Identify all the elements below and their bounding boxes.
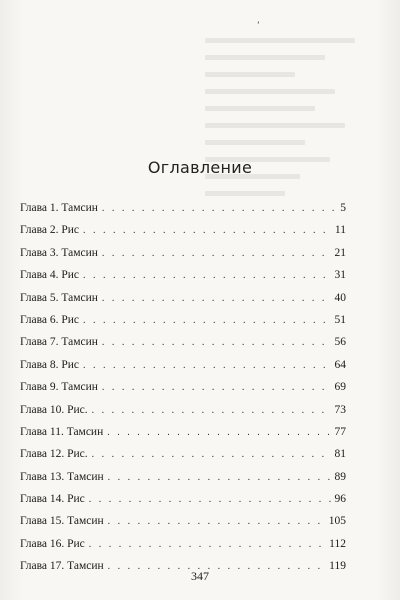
dot-leader: [83, 224, 332, 238]
dot-leader: [83, 314, 331, 328]
toc-entry: [20, 201, 346, 223]
chapter-page-number: 81: [334, 448, 346, 461]
chapter-title: Глава 14. Рис: [20, 493, 85, 506]
dot-leader: [102, 202, 337, 216]
chapter-title: Глава 17. Тамсин: [20, 560, 104, 573]
toc-entry: [20, 537, 346, 559]
chapter-page-number: 73: [334, 403, 346, 416]
chapter-page-number: 56: [334, 336, 346, 349]
chapter-title: Глава 2. Рис: [20, 224, 80, 237]
dot-leader: [107, 426, 331, 440]
chapter-page-number: 89: [334, 470, 346, 483]
chapter-page-number: 64: [334, 358, 346, 371]
toc-entry: [20, 447, 346, 469]
toc-entry: [20, 403, 346, 425]
chapter-title: Глава 9. Тамсин: [20, 381, 98, 394]
dot-leader: [92, 404, 332, 418]
chapter-title: Глава 3. Тамсин: [20, 246, 98, 259]
print-mark: ʻ: [257, 21, 260, 31]
chapter-page-number: 11: [334, 224, 346, 237]
chapter-page-number: 21: [334, 246, 346, 259]
toc-entry: [20, 335, 346, 357]
chapter-page-number: 77: [334, 425, 346, 438]
chapter-page-number: 51: [334, 313, 346, 326]
dot-leader: [102, 381, 332, 395]
toc-entry: [20, 425, 346, 447]
toc-entry: [20, 380, 346, 402]
dot-leader: [108, 515, 326, 529]
page-number: 347: [191, 569, 209, 583]
toc-entry: [20, 268, 346, 290]
chapter-page-number: 31: [334, 269, 346, 282]
dot-leader: [102, 336, 332, 350]
chapter-page-number: 40: [334, 291, 346, 304]
chapter-title: Глава 4. Рис: [20, 269, 80, 282]
chapter-page-number: 112: [329, 537, 346, 550]
chapter-title: Глава 6. Рис: [20, 313, 80, 326]
dot-leader: [89, 493, 332, 507]
dot-leader: [83, 359, 331, 373]
chapter-title: Глава 8. Рис: [20, 358, 80, 371]
chapter-title: Глава 13. Тамсин: [20, 470, 104, 483]
chapter-title: Глава 7. Тамсин: [20, 336, 98, 349]
chapter-page-number: 119: [329, 560, 346, 573]
toc-entry: [20, 358, 346, 380]
dot-leader: [83, 269, 331, 283]
toc-entry: [20, 514, 346, 536]
dot-leader: [89, 538, 326, 552]
chapter-title: Глава 11. Тамсин: [20, 425, 104, 438]
page-title: Оглавление: [147, 158, 253, 177]
toc-entry: [20, 246, 346, 268]
toc-entry: [20, 223, 346, 245]
toc-entry: [20, 291, 346, 313]
dot-leader: [108, 471, 332, 485]
chapter-title: Глава 1. Тамсин: [20, 202, 98, 214]
dot-leader: [102, 247, 332, 261]
toc-entry: [20, 470, 346, 492]
chapter-page-number: 96: [334, 493, 346, 506]
table-of-contents: [20, 201, 346, 582]
toc-entry: [20, 492, 346, 514]
chapter-title: Глава 5. Тамсин: [20, 291, 98, 304]
chapter-title: Глава 10. Рис.: [20, 403, 88, 416]
chapter-page-number: 105: [328, 515, 346, 528]
chapter-title: Глава 15. Тамсин: [20, 515, 104, 528]
chapter-title: Глава 16. Рис: [20, 537, 85, 550]
chapter-title: Глава 12. Рис.: [20, 448, 88, 461]
dot-leader: [102, 292, 332, 306]
dot-leader: [92, 448, 332, 462]
toc-entry: [20, 313, 346, 335]
chapter-page-number: 69: [334, 381, 346, 394]
chapter-page-number: 5: [340, 202, 346, 214]
